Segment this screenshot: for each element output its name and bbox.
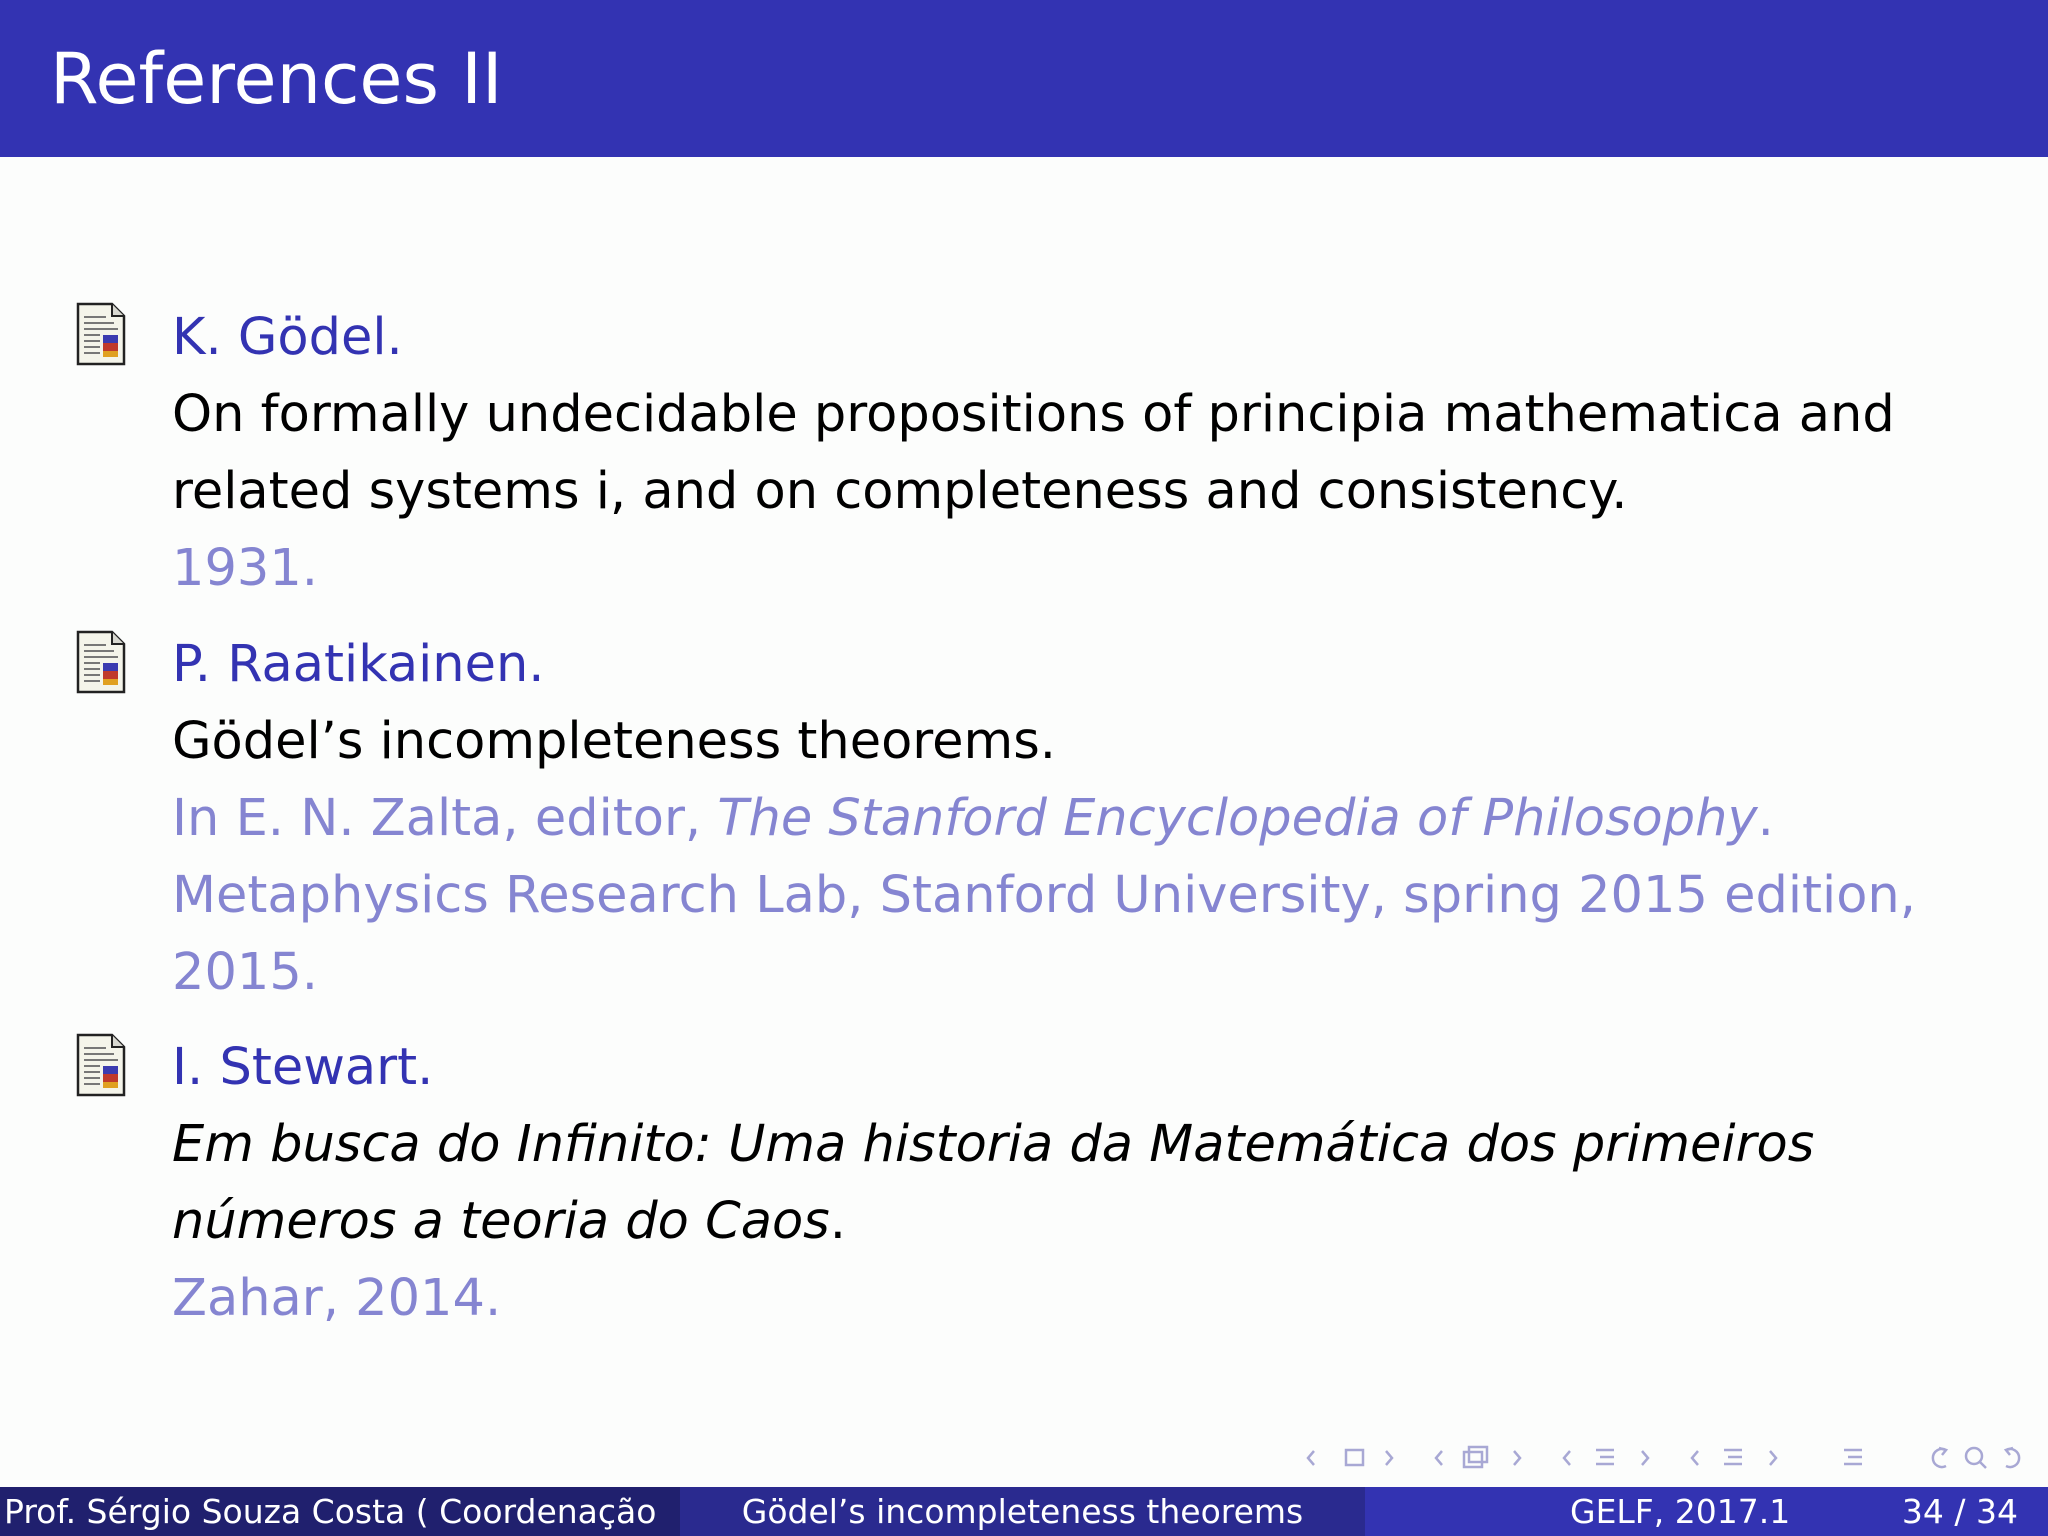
- footer-bar: [0, 1487, 2048, 1536]
- nav-slide[interactable]: [1300, 1440, 1400, 1476]
- nav-search-icon[interactable]: [1924, 1440, 2034, 1476]
- reference-author: P. Raatikainen.: [172, 635, 545, 694]
- reference-title-suffix: .: [829, 1192, 846, 1251]
- navigation-symbols: [1300, 1440, 2040, 1476]
- bib-article-icon: [76, 1033, 126, 1097]
- bib-article-icon: [76, 630, 126, 694]
- reference-title: Gödel’s incompleteness theorems.: [172, 712, 1056, 771]
- slide-title: References II: [50, 38, 503, 120]
- footer-title: Gödel’s incompleteness theorems: [680, 1487, 1365, 1536]
- title-bar: [0, 0, 2048, 157]
- bib-article-icon: [76, 302, 126, 366]
- nav-frame[interactable]: [1428, 1440, 1528, 1476]
- reference-author: I. Stewart.: [172, 1038, 434, 1097]
- reference-publication: Zahar, 2014.: [172, 1269, 502, 1328]
- footer-conference: GELF, 2017.1: [1570, 1492, 1791, 1531]
- publication-prefix: In E. N. Zalta, editor,: [172, 789, 718, 848]
- footer-info: [1365, 1487, 2048, 1536]
- footer-author: Prof. Sérgio Souza Costa ( Coordenação: [0, 1487, 680, 1536]
- publication-venue: The Stanford Encyclopedia of Philosophy: [717, 789, 1758, 848]
- reference-publication: Metaphysics Research Lab, Stanford University, spring 2015 edition,: [172, 866, 1916, 925]
- reference-publication: [172, 789, 1774, 848]
- reference-title-text: números a teoria do Caos: [172, 1192, 830, 1251]
- footer-page-number: 34 / 34: [1901, 1492, 2018, 1531]
- reference-author: K. Gödel.: [172, 308, 403, 367]
- reference-title: On formally undecidable propositions of principia mathematica and: [172, 385, 1895, 444]
- publication-suffix: .: [1757, 789, 1774, 848]
- reference-title: [172, 1192, 846, 1251]
- nav-document-icon[interactable]: [1832, 1440, 1872, 1476]
- reference-publication: 2015.: [172, 943, 319, 1002]
- reference-publication: 1931.: [172, 539, 319, 598]
- reference-title: Em busca do Infinito: Uma historia da Matemática dos primeiros: [172, 1115, 1815, 1174]
- nav-subsection[interactable]: [1556, 1440, 1656, 1476]
- reference-title: related systems i, and on completeness and consistency.: [172, 462, 1628, 521]
- nav-section[interactable]: [1684, 1440, 1784, 1476]
